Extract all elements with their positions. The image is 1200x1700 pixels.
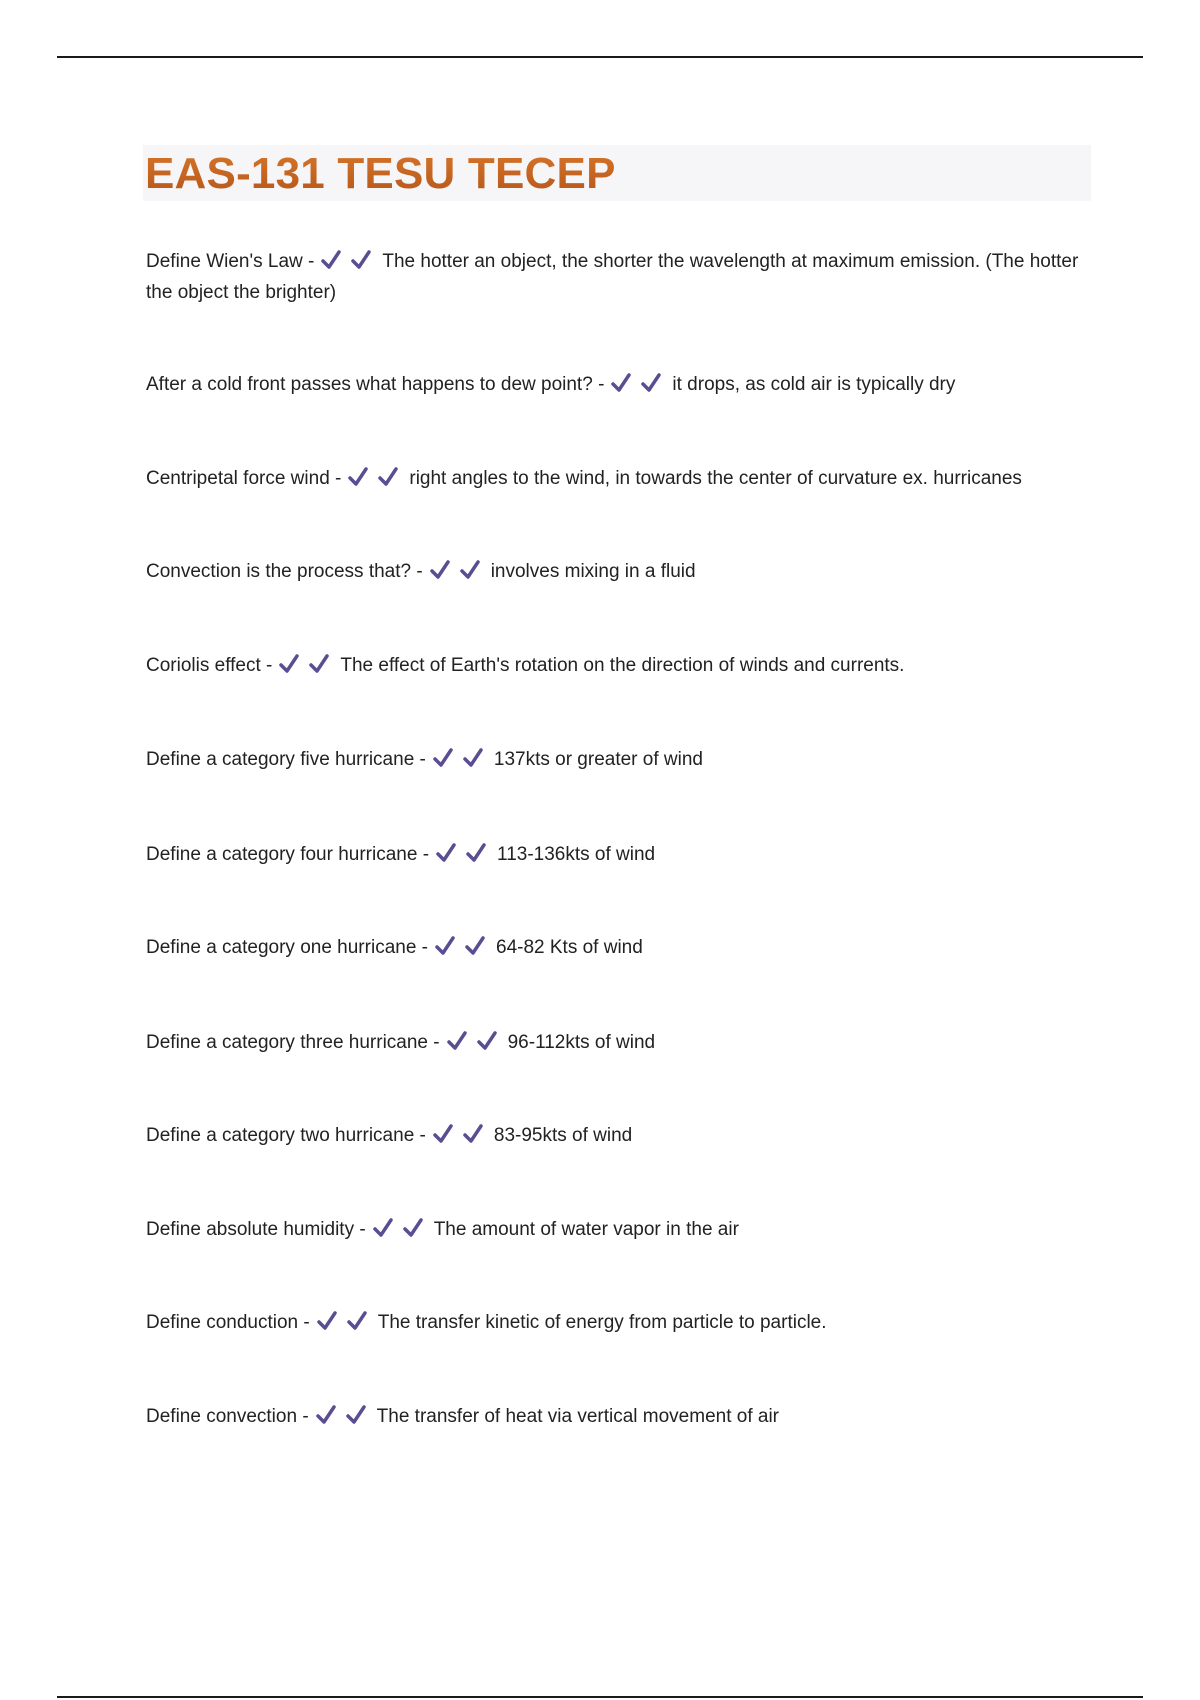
- answer: 83-95kts of wind: [493, 1125, 633, 1146]
- qa-item: [146, 1120, 1096, 1151]
- question: Define a category four hurricane: [146, 844, 418, 865]
- separator: -: [422, 844, 430, 865]
- answer: 96-112kts of wind: [507, 1032, 656, 1053]
- separator: -: [598, 374, 605, 395]
- separator: -: [302, 1406, 309, 1427]
- answer: right angles to the wind, in towards the center of curvature ex. hurricanes: [409, 468, 1022, 489]
- separator: -: [416, 561, 423, 582]
- separator: -: [335, 468, 342, 489]
- checkmark-icon: [402, 1217, 424, 1239]
- checkmark-icon: [372, 1217, 394, 1239]
- checkmark-icon: [462, 747, 484, 769]
- checkmark-icon: [278, 653, 300, 675]
- qa-item: [146, 556, 1096, 587]
- qa-item: [146, 650, 1096, 681]
- question: Define a category two hurricane: [146, 1125, 415, 1146]
- top-rule: [57, 56, 1143, 58]
- checkmark-icon: [465, 842, 487, 864]
- question: Define absolute humidity: [146, 1219, 355, 1240]
- answer: it drops, as cold air is typically dry: [672, 374, 956, 395]
- checkmark-icon: [476, 1030, 498, 1052]
- bottom-rule: [57, 1696, 1143, 1698]
- answer: involves mixing in a fluid: [490, 561, 696, 582]
- question: Centripetal force wind: [146, 468, 330, 489]
- checkmark-icon: [435, 842, 457, 864]
- qa-item: [146, 744, 1096, 775]
- qa-item: [146, 1214, 1096, 1245]
- qa-item: [146, 369, 1096, 400]
- checkmark-icon: [315, 1404, 337, 1426]
- separator: -: [419, 1125, 426, 1146]
- checkmark-icon: [429, 559, 451, 581]
- separator: -: [421, 937, 428, 958]
- checkmark-icon: [462, 1123, 484, 1145]
- checkmark-icon: [320, 249, 342, 271]
- checkmark-icon: [446, 1030, 468, 1052]
- qa-item: [146, 463, 1096, 494]
- answer: 113-136kts of wind: [497, 844, 656, 865]
- answer: The amount of water vapor in the air: [433, 1219, 739, 1240]
- checkmark-icon: [347, 466, 369, 488]
- checkmark-icon: [640, 372, 662, 394]
- separator: -: [419, 749, 426, 770]
- answer: The transfer kinetic of energy from particle to particle.: [377, 1312, 827, 1333]
- checkmark-icon: [346, 1310, 368, 1332]
- answer: 64-82 Kts of wind: [496, 937, 643, 958]
- question: After a cold front passes what happens to dew point?: [146, 374, 593, 395]
- checkmark-icon: [464, 935, 486, 957]
- question: Define a category one hurricane: [146, 937, 417, 958]
- answer: The effect of Earth's rotation on the direction of winds and currents.: [340, 655, 905, 676]
- question: Define convection: [146, 1406, 298, 1427]
- separator: -: [308, 251, 315, 272]
- separator: -: [359, 1219, 366, 1240]
- checkmark-icon: [377, 466, 399, 488]
- checkmark-icon: [345, 1404, 367, 1426]
- qa-item: [146, 932, 1096, 963]
- checkmark-icon: [308, 653, 330, 675]
- question: Convection is the process that?: [146, 561, 412, 582]
- answer: 137kts or greater of wind: [493, 749, 703, 770]
- answer: The hotter an object, the shorter the wavelength at maximum emission. (The hotter the object the brighter): [146, 251, 1079, 303]
- page-title: EAS-131 TESU TECEP: [145, 149, 616, 198]
- question: Define conduction: [146, 1312, 299, 1333]
- qa-item: [146, 246, 1096, 308]
- answer: The transfer of heat via vertical movement of air: [376, 1406, 779, 1427]
- checkmark-icon: [459, 559, 481, 581]
- checkmark-icon: [432, 747, 454, 769]
- checkmark-icon: [316, 1310, 338, 1332]
- qa-item: [146, 1027, 1096, 1058]
- qa-item: [146, 1307, 1096, 1338]
- question: Define a category three hurricane: [146, 1032, 428, 1053]
- checkmark-icon: [610, 372, 632, 394]
- checkmark-icon: [432, 1123, 454, 1145]
- checkmark-icon: [350, 249, 372, 271]
- qa-item: [146, 1401, 1096, 1432]
- qa-item: [146, 839, 1096, 870]
- separator: -: [303, 1312, 310, 1333]
- checkmark-icon: [434, 935, 456, 957]
- question: Define Wien's Law: [146, 251, 303, 272]
- question: Define a category five hurricane: [146, 749, 415, 770]
- separator: -: [266, 655, 273, 676]
- question: Coriolis effect: [146, 655, 261, 676]
- separator: -: [433, 1032, 440, 1053]
